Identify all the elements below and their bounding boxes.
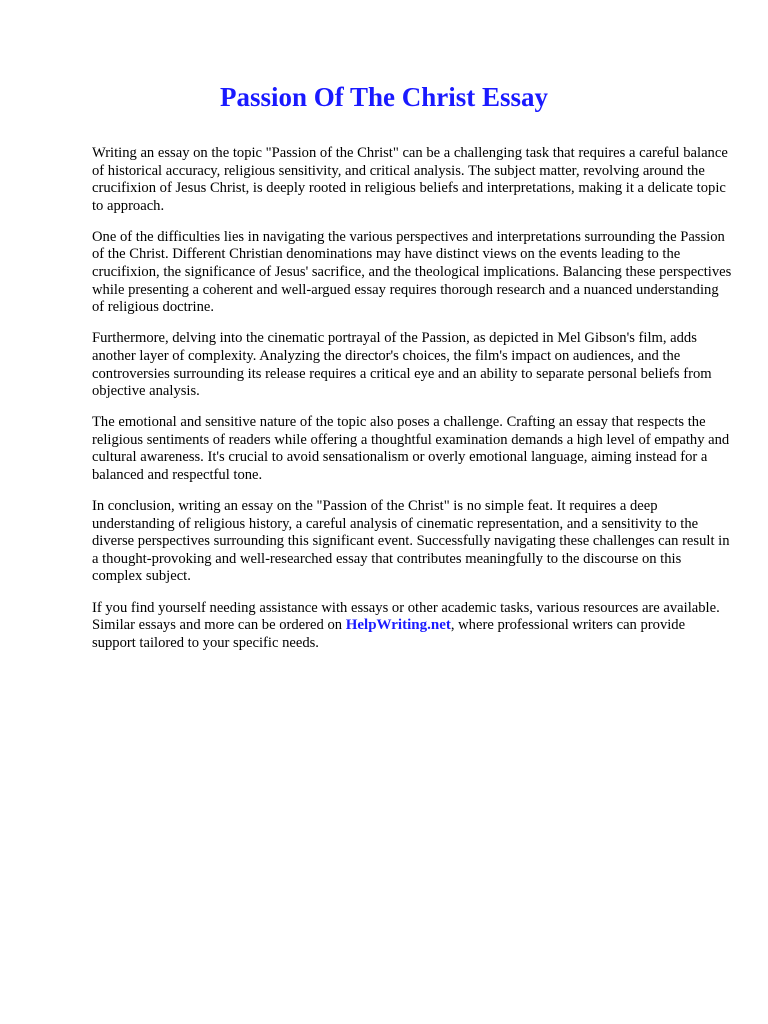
paragraph-cinematic: Furthermore, delving into the cinematic portrayal of the Passion, as depicted in Mel Gibson's film, adds another layer of complexity. Analyzing the director's choices, the film's impact on audiences, and the controversies surrounding its release requires a critical eye and an ability to separate personal beliefs from objective analysis. bbox=[92, 330, 712, 400]
paragraph-intro: Writing an essay on the topic "Passion of the Christ" can be a challenging task that requires a careful balance of historical accuracy, religious sensitivity, and critical analysis. The subject matter, revolving around the crucifixion of Jesus Christ, is deeply rooted in religious beliefs and interpretations, making it a delicate topic to approach. bbox=[92, 145, 728, 214]
closing-text-after: , where professional writers can provide support tailored to your specific needs. bbox=[92, 617, 686, 651]
paragraph-conclusion: In conclusion, writing an essay on the "Passion of the Christ" is no simple feat. It requires a deep understanding of religious history, a careful analysis of cinematic representation, and a sensitivity to the diverse perspectives surrounding this significant event. Successfully navigating these challenges can result in a thought-provoking and well-researched essay that contributes meaningfully to the discourse on this complex subject. bbox=[92, 498, 730, 585]
paragraph-perspectives: One of the difficulties lies in navigating the various perspectives and interpretations surrounding the Passion of the Christ. Different Christian denominations may have distinct views on the events leading to the crucifixion, the significance of Jesus' sacrifice, and the theological implications. Balancing these perspectives while presenting a coherent and well-argued essay requires thorough research and a nuanced understanding of religious doctrine. bbox=[92, 228, 732, 316]
essay-body bbox=[92, 145, 732, 666]
closing-text-before: If you find yourself needing assistance with essays or other academic tasks, various resources are available. Similar essays and more can be ordered on bbox=[92, 599, 720, 634]
paragraph-emotional: The emotional and sensitive nature of the topic also poses a challenge. Crafting an essay that respects the religious sentiments of readers while offering a thoughtful examination demands a high level of empathy and cultural awareness. It's crucial to avoid sensationalism or overly emotional language, aiming instead for a balanced and respectful tone. bbox=[92, 414, 730, 483]
helpwriting-link[interactable]: HelpWriting.net bbox=[345, 617, 451, 634]
paragraph-closing bbox=[92, 600, 732, 653]
page-title: Passion Of The Christ Essay bbox=[219, 82, 549, 112]
